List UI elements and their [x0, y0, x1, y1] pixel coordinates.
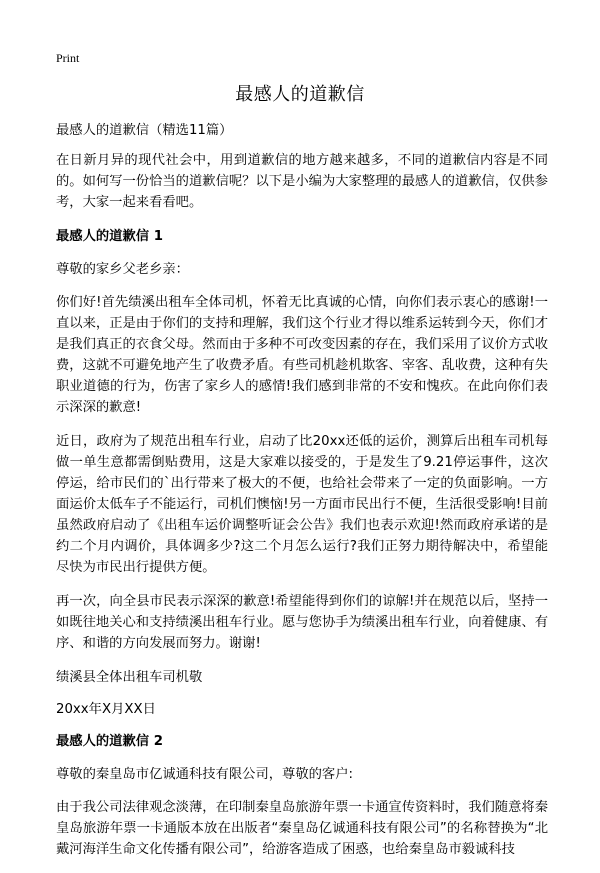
letter-1-signature: 绩溪县全体出租车司机敬: [56, 670, 203, 685]
document-body: [56, 120, 548, 873]
letter-2-salutation: 尊敬的秦皇岛市亿诚通科技有限公司，尊敬的客户:: [56, 767, 354, 782]
letter-2-paragraph: 由于我公司法律观念淡薄，在印制秦皇岛旅游年票一卡通宣传资料时，我们随意将秦皇岛旅游年票一卡通版本放在出版者“秦皇岛亿诚通科技有限公司”的名称替换为“北戴河海洋生命文化传播有限公司”，给游客造成了困惑，也给秦皇岛市毅诚科技: [56, 800, 548, 857]
print-link[interactable]: Print: [56, 51, 80, 65]
letter-1-paragraph: 再一次，向全县市民表示深深的歉意!希望能得到你们的谅解!并在规范以后，坚持一如既往地关心和支持绩溪出租车行业。愿与您协手为绩溪出租车行业，向着健康、有序、和谐的方向发展而努力。谢谢!: [56, 594, 548, 651]
document-title: 最感人的道歉信: [235, 84, 365, 105]
letter-1-date: 20xx年X月XX日: [56, 702, 156, 717]
letter-1-paragraph: 近日，政府为了规范出租车行业，启动了比20xx还低的运价，测算后出租车司机每做一单生意都需倒贴费用，这是大家难以接受的，于是发生了9.21停运事件，这次停运，给市民们的`出行带来了极大的不便，也给社会带来了一定的负面影响。一方面运价太低车子不能运行，司机们懊恼!另一方面市民出行不便，生活很受影响!目前虽然政府启动了《出租车运价调整听证会公告》我们也表示欢迎!然而政府承诺的是约二个月内调价，具体调多少?这二个月怎么运行?我们正努力期待解决中，希望能尽快为市民出行提供方便。: [56, 434, 548, 575]
letter-2-heading: 最感人的道歉信 2: [56, 734, 163, 749]
letter-1-salutation: 尊敬的家乡父老乡亲：: [56, 262, 189, 277]
intro-paragraph: 在日新月异的现代社会中，用到道歉信的地方越来越多，不同的道歉信内容是不同的。如何写一份恰当的道歉信呢？以下是小编为大家整理的最感人的道歉信，仅供参考，大家一起来看看吧。: [56, 153, 548, 210]
document-subtitle: 最感人的道歉信（精选11篇）: [56, 123, 233, 138]
letter-1-heading: 最感人的道歉信 1: [56, 229, 163, 244]
letter-1-paragraph: 你们好!首先绩溪出租车全体司机，怀着无比真诚的心情，向你们表示衷心的感谢!一直以来，正是由于你们的支持和理解，我们这个行业才得以维系运转到今天，你们才是我们真正的衣食父母。然而由于多种不可改变因素的存在，我们采用了议价方式收费，这就不可避免地产生了收费矛盾。有些司机趁机欺客、宰客、乱收费，这种有失职业道德的行为，伤害了家乡人的感情!我们感到非常的不安和愧疚。在此向你们表示深深的歉意!: [56, 295, 548, 415]
